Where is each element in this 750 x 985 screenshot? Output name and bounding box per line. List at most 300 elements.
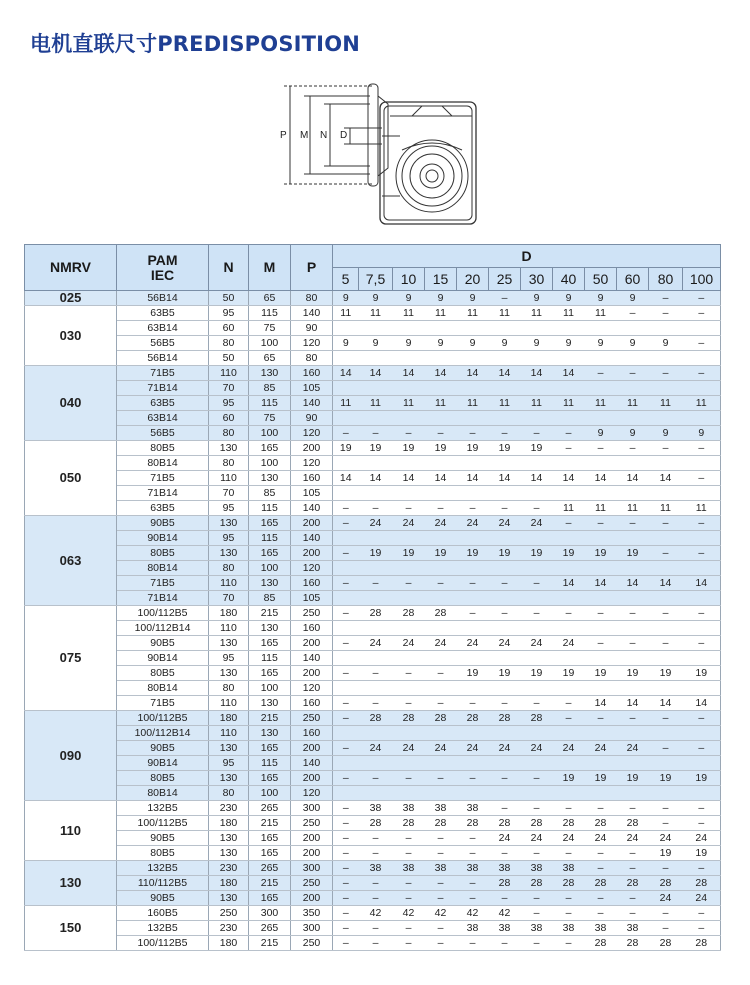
d-value-cell: 24 xyxy=(617,741,649,756)
d-value-cell: – xyxy=(553,516,585,531)
pam-cell: 100/112B5 xyxy=(117,816,209,831)
d-value-cell: – xyxy=(333,891,359,906)
d-value-cell: 19 xyxy=(425,546,457,561)
d-value-cell: 11 xyxy=(617,501,649,516)
n-cell: 95 xyxy=(209,501,249,516)
d-value-cell: 14 xyxy=(359,366,393,381)
m-cell: 165 xyxy=(249,516,291,531)
d-value-cell: – xyxy=(333,741,359,756)
d-value-cell xyxy=(457,561,489,576)
pam-cell: 56B14 xyxy=(117,351,209,366)
d-value-cell: 24 xyxy=(489,516,521,531)
table-row xyxy=(25,831,721,846)
d-value-cell: 19 xyxy=(553,666,585,681)
p-cell: 90 xyxy=(291,321,333,336)
d-value-cell xyxy=(489,486,521,501)
d-value-cell: 14 xyxy=(585,576,617,591)
d-value-cell: 14 xyxy=(617,471,649,486)
d-value-cell xyxy=(617,351,649,366)
n-cell: 130 xyxy=(209,771,249,786)
m-cell: 65 xyxy=(249,351,291,366)
d-value-cell: 19 xyxy=(457,441,489,456)
d-value-cell: – xyxy=(425,666,457,681)
d-value-cell xyxy=(489,591,521,606)
d-value-cell: 38 xyxy=(489,861,521,876)
d-value-cell: – xyxy=(585,441,617,456)
d-value-cell xyxy=(425,381,457,396)
d-value-cell: 28 xyxy=(457,816,489,831)
d-value-cell: 38 xyxy=(521,921,553,936)
d-value-cell: – xyxy=(521,846,553,861)
d-value-cell xyxy=(683,321,721,336)
d-value-cell: – xyxy=(425,696,457,711)
pam-cell: 71B14 xyxy=(117,486,209,501)
m-cell: 265 xyxy=(249,801,291,816)
d-value-cell xyxy=(333,411,359,426)
d-value-cell: – xyxy=(333,636,359,651)
d-value-cell xyxy=(457,591,489,606)
gearbox-dimension-drawing xyxy=(272,76,502,236)
d-value-cell xyxy=(553,486,585,501)
d-value-cell xyxy=(521,486,553,501)
m-cell: 165 xyxy=(249,891,291,906)
d-value-cell xyxy=(489,561,521,576)
d-value-cell: – xyxy=(393,501,425,516)
pam-cell: 63B14 xyxy=(117,321,209,336)
d-value-cell xyxy=(425,486,457,501)
d-value-cell: 24 xyxy=(553,741,585,756)
d-value-cell: – xyxy=(683,516,721,531)
n-cell: 180 xyxy=(209,816,249,831)
d-value-cell: – xyxy=(425,936,457,951)
d-value-cell: 24 xyxy=(489,741,521,756)
d-value-cell: 19 xyxy=(649,771,683,786)
d-value-cell: – xyxy=(617,516,649,531)
d-value-cell: 14 xyxy=(617,576,649,591)
d-value-cell xyxy=(585,321,617,336)
n-cell: 80 xyxy=(209,681,249,696)
d-value-cell xyxy=(553,591,585,606)
p-cell: 90 xyxy=(291,411,333,426)
d-value-cell: 19 xyxy=(359,546,393,561)
table-row xyxy=(25,696,721,711)
d-value-cell xyxy=(457,651,489,666)
d-value-cell: – xyxy=(683,801,721,816)
n-cell: 230 xyxy=(209,921,249,936)
pam-cell: 100/112B5 xyxy=(117,711,209,726)
header-d-size: 40 xyxy=(553,268,585,291)
d-value-cell: 14 xyxy=(521,366,553,381)
d-value-cell: – xyxy=(683,636,721,651)
m-cell: 165 xyxy=(249,546,291,561)
d-value-cell xyxy=(359,381,393,396)
d-value-cell: 19 xyxy=(457,546,489,561)
d-value-cell xyxy=(457,681,489,696)
header-m: M xyxy=(249,245,291,291)
d-value-cell: – xyxy=(649,861,683,876)
d-value-cell: 24 xyxy=(425,636,457,651)
d-value-cell: 9 xyxy=(585,336,617,351)
d-value-cell: – xyxy=(585,801,617,816)
d-value-cell: 24 xyxy=(521,636,553,651)
table-row xyxy=(25,921,721,936)
m-cell: 130 xyxy=(249,366,291,381)
d-value-cell: 28 xyxy=(521,876,553,891)
pam-cell: 100/112B5 xyxy=(117,606,209,621)
m-cell: 165 xyxy=(249,846,291,861)
d-value-cell: – xyxy=(457,876,489,891)
d-value-cell: 14 xyxy=(359,471,393,486)
d-value-cell: 19 xyxy=(617,771,649,786)
d-value-cell xyxy=(333,756,359,771)
table-row xyxy=(25,546,721,561)
d-value-cell: – xyxy=(617,861,649,876)
d-value-cell xyxy=(617,726,649,741)
d-value-cell: 24 xyxy=(425,741,457,756)
d-value-cell xyxy=(521,756,553,771)
d-value-cell: – xyxy=(333,921,359,936)
d-value-cell: – xyxy=(585,906,617,921)
d-value-cell xyxy=(521,681,553,696)
d-value-cell xyxy=(393,651,425,666)
m-cell: 100 xyxy=(249,786,291,801)
d-value-cell xyxy=(393,456,425,471)
d-value-cell xyxy=(649,351,683,366)
m-cell: 265 xyxy=(249,921,291,936)
d-value-cell xyxy=(521,786,553,801)
n-cell: 70 xyxy=(209,486,249,501)
d-value-cell: – xyxy=(393,771,425,786)
d-value-cell: – xyxy=(393,921,425,936)
p-cell: 140 xyxy=(291,651,333,666)
d-value-cell: 9 xyxy=(553,336,585,351)
header-d-size: 100 xyxy=(683,268,721,291)
d-value-cell: 42 xyxy=(457,906,489,921)
pam-cell: 90B14 xyxy=(117,531,209,546)
d-value-cell: – xyxy=(585,861,617,876)
d-value-cell xyxy=(553,561,585,576)
d-value-cell: – xyxy=(649,801,683,816)
d-value-cell xyxy=(585,486,617,501)
d-value-cell: 28 xyxy=(489,711,521,726)
header-iec: IEC xyxy=(150,266,175,283)
d-value-cell: 24 xyxy=(489,636,521,651)
table-row xyxy=(25,861,721,876)
d-value-cell: – xyxy=(425,876,457,891)
d-value-cell: – xyxy=(333,831,359,846)
d-value-cell: 38 xyxy=(553,921,585,936)
d-value-cell xyxy=(425,351,457,366)
d-value-cell xyxy=(683,726,721,741)
d-value-cell: 11 xyxy=(553,306,585,321)
d-value-cell: – xyxy=(683,291,721,306)
p-cell: 120 xyxy=(291,681,333,696)
d-value-cell: – xyxy=(359,891,393,906)
d-value-cell: 28 xyxy=(425,606,457,621)
d-value-cell xyxy=(333,456,359,471)
pam-cell: 80B5 xyxy=(117,546,209,561)
header-d-size: 30 xyxy=(521,268,553,291)
m-cell: 165 xyxy=(249,771,291,786)
m-cell: 130 xyxy=(249,696,291,711)
d-value-cell xyxy=(649,681,683,696)
d-value-cell xyxy=(683,486,721,501)
d-value-cell: 38 xyxy=(425,801,457,816)
pam-cell: 71B14 xyxy=(117,381,209,396)
d-value-cell: – xyxy=(333,666,359,681)
d-value-cell: 14 xyxy=(457,471,489,486)
d-value-cell xyxy=(521,351,553,366)
d-value-cell xyxy=(683,531,721,546)
d-value-cell: – xyxy=(553,441,585,456)
d-value-cell xyxy=(359,756,393,771)
d-value-cell xyxy=(521,651,553,666)
d-value-cell xyxy=(359,351,393,366)
p-cell: 250 xyxy=(291,876,333,891)
d-value-cell: 24 xyxy=(521,516,553,531)
d-value-cell xyxy=(617,681,649,696)
table-row xyxy=(25,486,721,501)
d-value-cell: 24 xyxy=(649,891,683,906)
d-value-cell: – xyxy=(521,936,553,951)
d-value-cell xyxy=(457,321,489,336)
n-cell: 130 xyxy=(209,666,249,681)
d-value-cell xyxy=(521,411,553,426)
d-value-cell xyxy=(617,411,649,426)
table-row xyxy=(25,501,721,516)
n-cell: 130 xyxy=(209,891,249,906)
d-value-cell: – xyxy=(649,816,683,831)
d-value-cell xyxy=(585,726,617,741)
n-cell: 80 xyxy=(209,426,249,441)
d-value-cell xyxy=(393,756,425,771)
d-value-cell xyxy=(393,531,425,546)
m-cell: 65 xyxy=(249,291,291,306)
m-cell: 100 xyxy=(249,681,291,696)
d-value-cell: – xyxy=(617,636,649,651)
d-value-cell xyxy=(683,591,721,606)
header-nmrv: NMRV xyxy=(25,245,117,291)
table-row xyxy=(25,651,721,666)
d-value-cell: 11 xyxy=(521,306,553,321)
d-value-cell: – xyxy=(649,441,683,456)
pam-cell: 80B5 xyxy=(117,666,209,681)
d-value-cell xyxy=(425,561,457,576)
d-value-cell: 24 xyxy=(521,831,553,846)
n-cell: 80 xyxy=(209,786,249,801)
m-cell: 85 xyxy=(249,381,291,396)
d-value-cell: – xyxy=(617,606,649,621)
d-value-cell: – xyxy=(489,891,521,906)
d-value-cell xyxy=(649,456,683,471)
d-value-cell: – xyxy=(683,546,721,561)
p-cell: 140 xyxy=(291,396,333,411)
p-cell: 105 xyxy=(291,591,333,606)
d-value-cell xyxy=(553,681,585,696)
d-value-cell: 19 xyxy=(553,771,585,786)
p-cell: 250 xyxy=(291,936,333,951)
d-value-cell xyxy=(649,411,683,426)
d-value-cell: 28 xyxy=(553,816,585,831)
d-value-cell: – xyxy=(333,576,359,591)
d-value-cell xyxy=(489,351,521,366)
d-value-cell xyxy=(425,456,457,471)
d-value-cell xyxy=(521,621,553,636)
p-cell: 200 xyxy=(291,846,333,861)
d-value-cell: – xyxy=(393,876,425,891)
d-value-cell: 11 xyxy=(333,306,359,321)
pam-cell: 90B14 xyxy=(117,651,209,666)
d-value-cell xyxy=(553,531,585,546)
pam-cell: 80B14 xyxy=(117,681,209,696)
d-value-cell: 28 xyxy=(585,876,617,891)
d-value-cell xyxy=(553,726,585,741)
m-cell: 115 xyxy=(249,501,291,516)
d-value-cell xyxy=(457,621,489,636)
n-cell: 50 xyxy=(209,351,249,366)
d-value-cell: – xyxy=(585,516,617,531)
d-value-cell: 24 xyxy=(359,516,393,531)
d-value-cell: 38 xyxy=(393,801,425,816)
d-value-cell xyxy=(489,651,521,666)
table-row xyxy=(25,411,721,426)
d-value-cell: – xyxy=(333,876,359,891)
d-value-cell: – xyxy=(683,471,721,486)
d-value-cell xyxy=(617,531,649,546)
d-value-cell: – xyxy=(521,801,553,816)
d-value-cell: – xyxy=(489,426,521,441)
n-cell: 110 xyxy=(209,696,249,711)
p-cell: 140 xyxy=(291,531,333,546)
d-value-cell: 19 xyxy=(489,546,521,561)
p-cell: 160 xyxy=(291,726,333,741)
n-cell: 60 xyxy=(209,411,249,426)
d-value-cell xyxy=(425,726,457,741)
header-pam: PAM xyxy=(147,251,178,268)
d-value-cell xyxy=(333,381,359,396)
d-value-cell xyxy=(585,786,617,801)
p-cell: 160 xyxy=(291,696,333,711)
model-cell: 075 xyxy=(25,606,117,711)
d-value-cell: 11 xyxy=(617,396,649,411)
d-value-cell: – xyxy=(425,501,457,516)
table-row xyxy=(25,366,721,381)
d-value-cell xyxy=(617,381,649,396)
d-value-cell: – xyxy=(333,711,359,726)
d-value-cell xyxy=(359,456,393,471)
d-value-cell xyxy=(521,321,553,336)
d-value-cell: – xyxy=(553,936,585,951)
d-value-cell: 14 xyxy=(425,366,457,381)
d-value-cell: – xyxy=(425,426,457,441)
d-value-cell: 14 xyxy=(553,576,585,591)
pam-cell: 132B5 xyxy=(117,801,209,816)
n-cell: 80 xyxy=(209,336,249,351)
p-cell: 140 xyxy=(291,501,333,516)
d-value-cell: – xyxy=(683,711,721,726)
pam-cell: 56B5 xyxy=(117,336,209,351)
d-value-cell: – xyxy=(333,516,359,531)
d-value-cell xyxy=(617,621,649,636)
n-cell: 110 xyxy=(209,576,249,591)
d-value-cell: – xyxy=(489,696,521,711)
d-value-cell: 24 xyxy=(649,831,683,846)
d-value-cell: – xyxy=(585,846,617,861)
d-value-cell: 9 xyxy=(457,336,489,351)
d-value-cell: 38 xyxy=(457,801,489,816)
d-value-cell: – xyxy=(683,741,721,756)
n-cell: 80 xyxy=(209,561,249,576)
model-cell: 063 xyxy=(25,516,117,606)
d-value-cell: – xyxy=(489,846,521,861)
d-value-cell: 42 xyxy=(393,906,425,921)
d-value-cell xyxy=(649,321,683,336)
d-value-cell: 9 xyxy=(333,291,359,306)
d-value-cell xyxy=(585,456,617,471)
d-value-cell: – xyxy=(683,306,721,321)
d-value-cell: – xyxy=(457,426,489,441)
header-d-size: 60 xyxy=(617,268,649,291)
d-value-cell: 24 xyxy=(425,516,457,531)
p-cell: 105 xyxy=(291,486,333,501)
table-row xyxy=(25,786,721,801)
d-value-cell: – xyxy=(333,546,359,561)
dim-label-m: M xyxy=(300,130,309,141)
p-cell: 160 xyxy=(291,366,333,381)
d-value-cell: 11 xyxy=(553,501,585,516)
d-value-cell: 38 xyxy=(585,921,617,936)
header-d-size: 7,5 xyxy=(359,268,393,291)
d-value-cell xyxy=(649,726,683,741)
p-cell: 105 xyxy=(291,381,333,396)
d-value-cell xyxy=(585,621,617,636)
p-cell: 200 xyxy=(291,636,333,651)
d-value-cell: – xyxy=(393,831,425,846)
d-value-cell: – xyxy=(359,831,393,846)
d-value-cell: 11 xyxy=(425,306,457,321)
d-value-cell xyxy=(333,486,359,501)
d-value-cell xyxy=(425,786,457,801)
n-cell: 180 xyxy=(209,936,249,951)
table-row xyxy=(25,471,721,486)
d-value-cell: – xyxy=(585,891,617,906)
d-value-cell xyxy=(585,381,617,396)
model-cell: 150 xyxy=(25,906,117,951)
d-value-cell: 19 xyxy=(683,666,721,681)
pam-cell: 80B14 xyxy=(117,561,209,576)
d-value-cell: – xyxy=(683,336,721,351)
d-value-cell: 11 xyxy=(683,501,721,516)
m-cell: 215 xyxy=(249,606,291,621)
header-d-size: 50 xyxy=(585,268,617,291)
table-row xyxy=(25,441,721,456)
d-value-cell: – xyxy=(457,831,489,846)
table-row xyxy=(25,576,721,591)
p-cell: 140 xyxy=(291,306,333,321)
d-value-cell xyxy=(585,681,617,696)
d-value-cell: 38 xyxy=(553,861,585,876)
d-value-cell: – xyxy=(553,891,585,906)
d-value-cell: 9 xyxy=(393,336,425,351)
n-cell: 60 xyxy=(209,321,249,336)
d-value-cell xyxy=(521,381,553,396)
d-value-cell: – xyxy=(489,936,521,951)
header-d-size: 25 xyxy=(489,268,521,291)
pam-cell: 110/112B5 xyxy=(117,876,209,891)
d-value-cell: – xyxy=(333,846,359,861)
header-n: N xyxy=(209,245,249,291)
d-value-cell: 38 xyxy=(457,921,489,936)
